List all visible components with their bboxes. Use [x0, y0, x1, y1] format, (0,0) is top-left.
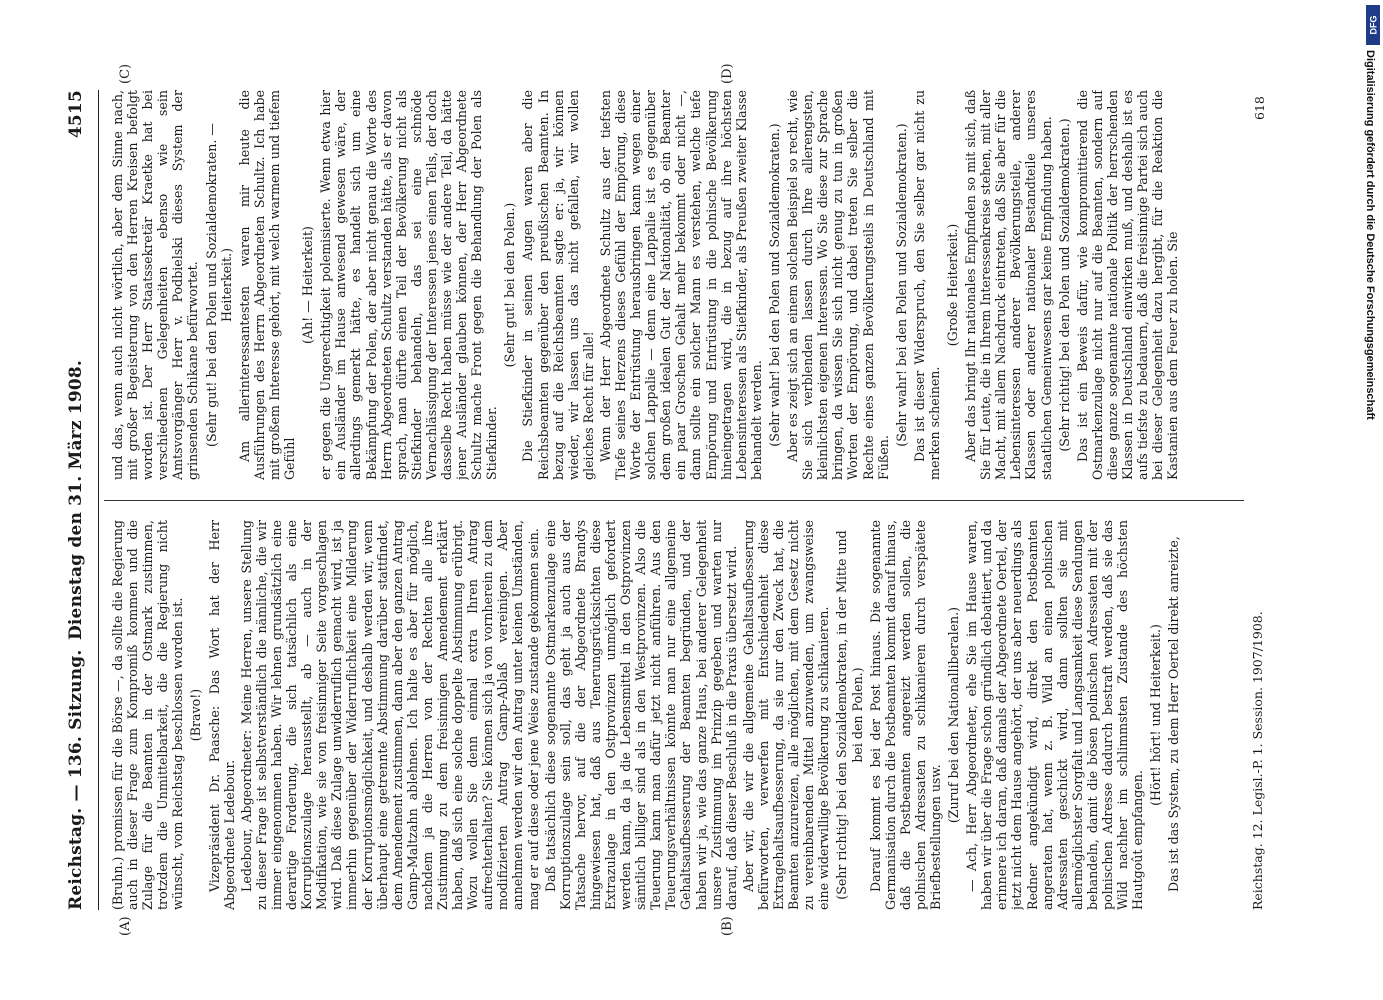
header-date: Dienstag den 31. März 1908. — [66, 359, 86, 641]
footer-sheet-number: 618 — [1252, 96, 1267, 120]
text-column-left — [110, 520, 1240, 910]
text-column-right — [110, 90, 1240, 480]
paragraph: Das ist dieser Widerspruch, den Sie selber gar nicht zu merken scheinen. — [911, 90, 942, 480]
paragraph-speaker-intro: Vizepräsident Dr. Paasche: Das Wort hat der Herr Abgeordnete Ledebour. — [206, 520, 237, 910]
header-page-number: 4515 — [66, 90, 86, 139]
header-session: Reichstag. — 136. Sitzung. — [66, 649, 86, 910]
footer-legislature: Reichstag. 12. Legisl.-P. 1. Session. 1907/1908. — [1250, 611, 1265, 910]
margin-mark-c: (C) — [118, 63, 133, 84]
header-rule — [98, 90, 99, 910]
paragraph: Wenn der Herr Abgeordnete Schultz aus der tiefsten Tiefe seines Herzens dieses Gefühl der Empörung, diese Worte der Entrüstung herausbringen kann wegen einer solchen Lappalie — denn eine Lappalie ist es gegenüber dem großen idealen Gut der Nationalität, ob ein Beamter ein paar Groschen Gehalt mehr bekommt oder nicht —, dann sollte ein solcher Mann es verstehen, welche tiefe Empörung und Entrüstung in die polnische Bevölkerung hineingetragen wird, die in bezug auf ihre höchsten Lebensinteressen als Stiefkinder, als Preußen zweiter Klasse behandelt werden. — [597, 90, 764, 480]
rotated-document-page — [40, 50, 1320, 950]
paragraph: Die Stiefkinder in seinen Augen waren aber die Reichsbeamten gegenüber den preußischen Beamten. In bezug auf die Reichsbeamten sagte er: ja, wir können wieder, wir lassen uns das nicht gefallen, wir wollen gleiches Recht für alle! — [520, 90, 596, 480]
margin-mark-b: (B) — [720, 916, 735, 936]
margin-mark-a: (A) — [118, 916, 133, 936]
paragraph: (Bruhn.) promissen für die Börse —, da sollte die Regierung auch in dieser Frage zum Kompromiß kommen und die Zulage für die Beamten in der Ostmark zustimmen, trotzdem die Unmittelbarkeit, die die Regierung nicht wünscht, vom Reichstag beschlossen worden ist. — [110, 520, 186, 910]
paragraph: Aber es zeigt sich an einem solchen Beispiel so recht, wie Sie sich verblenden lassen durch Ihre allerengsten, kleinlichsten eigenen Interessen. Wo Sie diese zur Sprache bringen, da wissen Sie sich nicht genug zu tun in großen Worten der Empörung, und dabei treten Sie selber die Rechte eines ganzen Bevölkerungsteils in Deutschland mit Füßen. — [785, 90, 891, 480]
interjection: (Sehr wahr! bei den Polen und Sozialdemokraten.) — [766, 123, 782, 447]
paragraph: Aber wir, die wir die allgemeine Gehaltsaufbesserung befürworten, verwerfen mit Entschiedenheit diese Extragehaltsaufbesserung, da sie nur den Zweck hat, die Beamten anzureizen, alle möglichen, mit dem Gesetz nicht zu vereinbarenden Mittel anzuwenden, um zwangsweise eine widerwillige Bevölkerung zu schikanieren. — [740, 520, 832, 910]
interjection: (Sehr gut! bei den Polen und Sozialdemokraten. — Heiterkeit.) — [203, 123, 234, 447]
interjection: (Sehr richtig! bei den Sozialdemokraten, in der Mitte und bei den Polen.) — [834, 530, 865, 900]
interjection: (Sehr wahr! bei den Polen und Sozialdemokraten.) — [893, 123, 909, 447]
dfg-logo — [1366, 5, 1380, 45]
interjection: (Bravo!) — [188, 688, 204, 742]
paragraph: Daß tatsächlich diese sogenannte Ostmarkenzulage eine Korruptionszulage sein soll, das geht ja auch aus der Tatsache hervor, auf die der Abgeordnete Brandys hingewiesen hat, daß aus Tenerungsrücksichten diese Extrazulage in den Ostprovinzen unmöglich gefordert werden kann, da ja die Lebensmittel in den Ostprovinzen sämtlich billiger sind als in den Westprovinzen. Also die Teuerung kann man dafür jetzt nicht anführen. Aus den Teuerungsverhältnissen könnte man nur eine allgemeine Gehaltsaufbesserung der Beamten begründen, und der haben wir ja, wie das ganze Haus, bei anderer Gelegenheit unsere Zustimmung im Prinzip gegeben und warten nur darauf, daß dieser Beschluß in die Praxis übersetzt wird. — [542, 520, 739, 910]
paragraph: Das ist das System, zu dem Herr Oertel direkt anreizte, — [1166, 536, 1182, 892]
interjection: (Sehr richtig! bei den Polen und Sozialdemokraten.) — [1056, 118, 1072, 452]
paragraph: Das ist ein Beweis dafür, wie kompromittierend die Ostmarkenzulage nicht nur auf die Beamten, sondern auf diese ganze sogenannte nationale Politik der herrschenden Klassen in Deutschland einwirken muß, und deshalb ist es aufs tiefste zu bedauern, daß die freisinnige Partei sich auch bei dieser Gelegenheit dazu hergibt, für die Reaktion die Kastanien aus dem Feuer zu holen. Sie — [1074, 90, 1181, 480]
column-divider — [104, 500, 1244, 501]
interjection: (Sehr gut! bei den Polen.) — [502, 202, 518, 368]
interjection: (Große Heiterkeit.) — [944, 223, 960, 347]
paragraph: Aber das bringt Ihr nationales Empfinden so mit sich, daß Sie für Leute, die in Ihrem Interessenkreise stehen, mit aller Macht, mit allem Nachdruck eintreten, daß Sie aber für die Lebensinteressen anderer Bevölkerungsteile, anderer Klassen oder anderer nationaler Bestandteile unseres staatlichen Gemeinwesens gar keine Empfindung haben. — [963, 90, 1054, 480]
margin-mark-d: (D) — [720, 63, 735, 84]
paragraph: er gegen die Ungerechtigkeit polemisierte. Wenn etwa hier ein Ausländer im Hause anwesend gewesen wäre, der allerdings gemerkt hätte, es handelt sich um eine Bekämpfung der Polen, der aber nicht genau die Worte des Herrn Abgeordneten Schultz verstanden hätte, als er davon sprach, man dürfte einen Teil der Bevölkerung nicht als Stiefkinder behandeln, das sei eine schnöde Vernachlässigung der Interessen jenes einen Teils, der doch dasselbe Recht haben müsse wie der andere Teil, da hätte jener Ausländer glauben können, der Herr Abgeordnete Schultz mache Front gegen die Behandlung der Polen als Stiefkinder. — [318, 90, 500, 480]
paragraph: Darauf kommt es bei der Post hinaus. Die sogenannte Germanisation durch die Postbeamten kommt darauf hinaus, daß die Postbeamten angereizt werden sollen, die polnischen Adressaten zu schikanieren durch verspätete Briefbestellungen usw. — [867, 520, 943, 910]
interjection: (Ah! — Heiterkeit) — [300, 226, 316, 344]
paragraph: Ledebour, Abgeordneter: Meine Herren, unsere Stellung zu dieser Frage ist selbstverständlich die nämliche, die wir immer eingenommen haben. Wir lehnen grundsätzlich eine derartige Forderung, die sich tatsächlich als eine Korruptionszulage herausstellt, ab — auch in der Modifikation, wie sie von freisinniger Seite vorgeschlagen wird. Daß diese Zulage unwiderruflich gemacht wird, ist ja immerhin gegenüber der Widerruflichkeit eine Milderung der Korruptionsmöglichkeit, und deshalb werden wir, wenn überhaupt eine getrennte Abstimmung darüber stattfindet, dem Amendement zustimmen, dann aber den ganzen Antrag Gamp-Maltzahn ablehnen. Ich halte es aber für möglich, nachdem ja die Herren von der Rechten alle ihre Zustimmung zu dem freisinnigen Amendement erklärt haben, daß sich eine solche doppelte Abstimmung erübrigt. Wozu wollen Sie denn einmal extra Ihren Antrag aufrechterhalten? Sie können sich ja von vornherein zu dem modifizierten Antrag Gamp-Ablaß vereinigen. Aber annehmen werden wir den Antrag unter keinen Umständen, mag er auf diese oder jene Weise zustande gekommen sein. — [238, 520, 541, 910]
paragraph: und das, wenn auch nicht wörtlich, aber dem Sinne nach, mit großer Begeisterung von den Herren Kreisen befolgt worden ist. Der Herr Staatssekretär Kraetke hat bei verschiedenen Gelegenheiten ebenso wie sein Amtsvorgänger Herr v. Podbielski dieses System der grinsenden Schikane befürwortet. — [110, 90, 201, 480]
paragraph: Am allerinteressantesten waren mir heute die Ausführungen des Herrn Abgeordneten Schultz. Ich habe mit großem Interesse gehört, mit welch warmem und tiefem Gefühl — [236, 90, 298, 480]
paragraph: — Ach, Herr Abgeordneter, ehe Sie im Hause waren, haben wir über die Frage schon gründlich debattiert, und da erinnere ich daran, daß damals der Abgeordnete Oertel, der jetzt nicht dem Hause angehört, der uns aber neuerdings als Redner angekündigt wird, direkt den Postbeamten angeraten hat, wenn z. B. Wild an einen polnischen Adressaten geschickt wird, dann sollten sie mit allermöglichster Sorgfalt und Langsamkeit diese Sendungen behandeln, damit die bösen polnischen Adressaten mit der polnischen Adresse dadurch bestraft werden, daß sie das Wild nachher im schlimmsten Zustande des höchsten Hautgoût empfangen. — [964, 520, 1146, 910]
digitization-credit: Digitalisierung gefördert durch die Deutsche Forschungsgemeinschaft — [1364, 50, 1376, 420]
interjection: (Hört! hört! und Heiterkeit.) — [1148, 624, 1164, 806]
dfg-logo-text: DFG — [1368, 15, 1378, 35]
interjection: (Zuruf bei den Nationalliberalen.) — [946, 606, 962, 824]
